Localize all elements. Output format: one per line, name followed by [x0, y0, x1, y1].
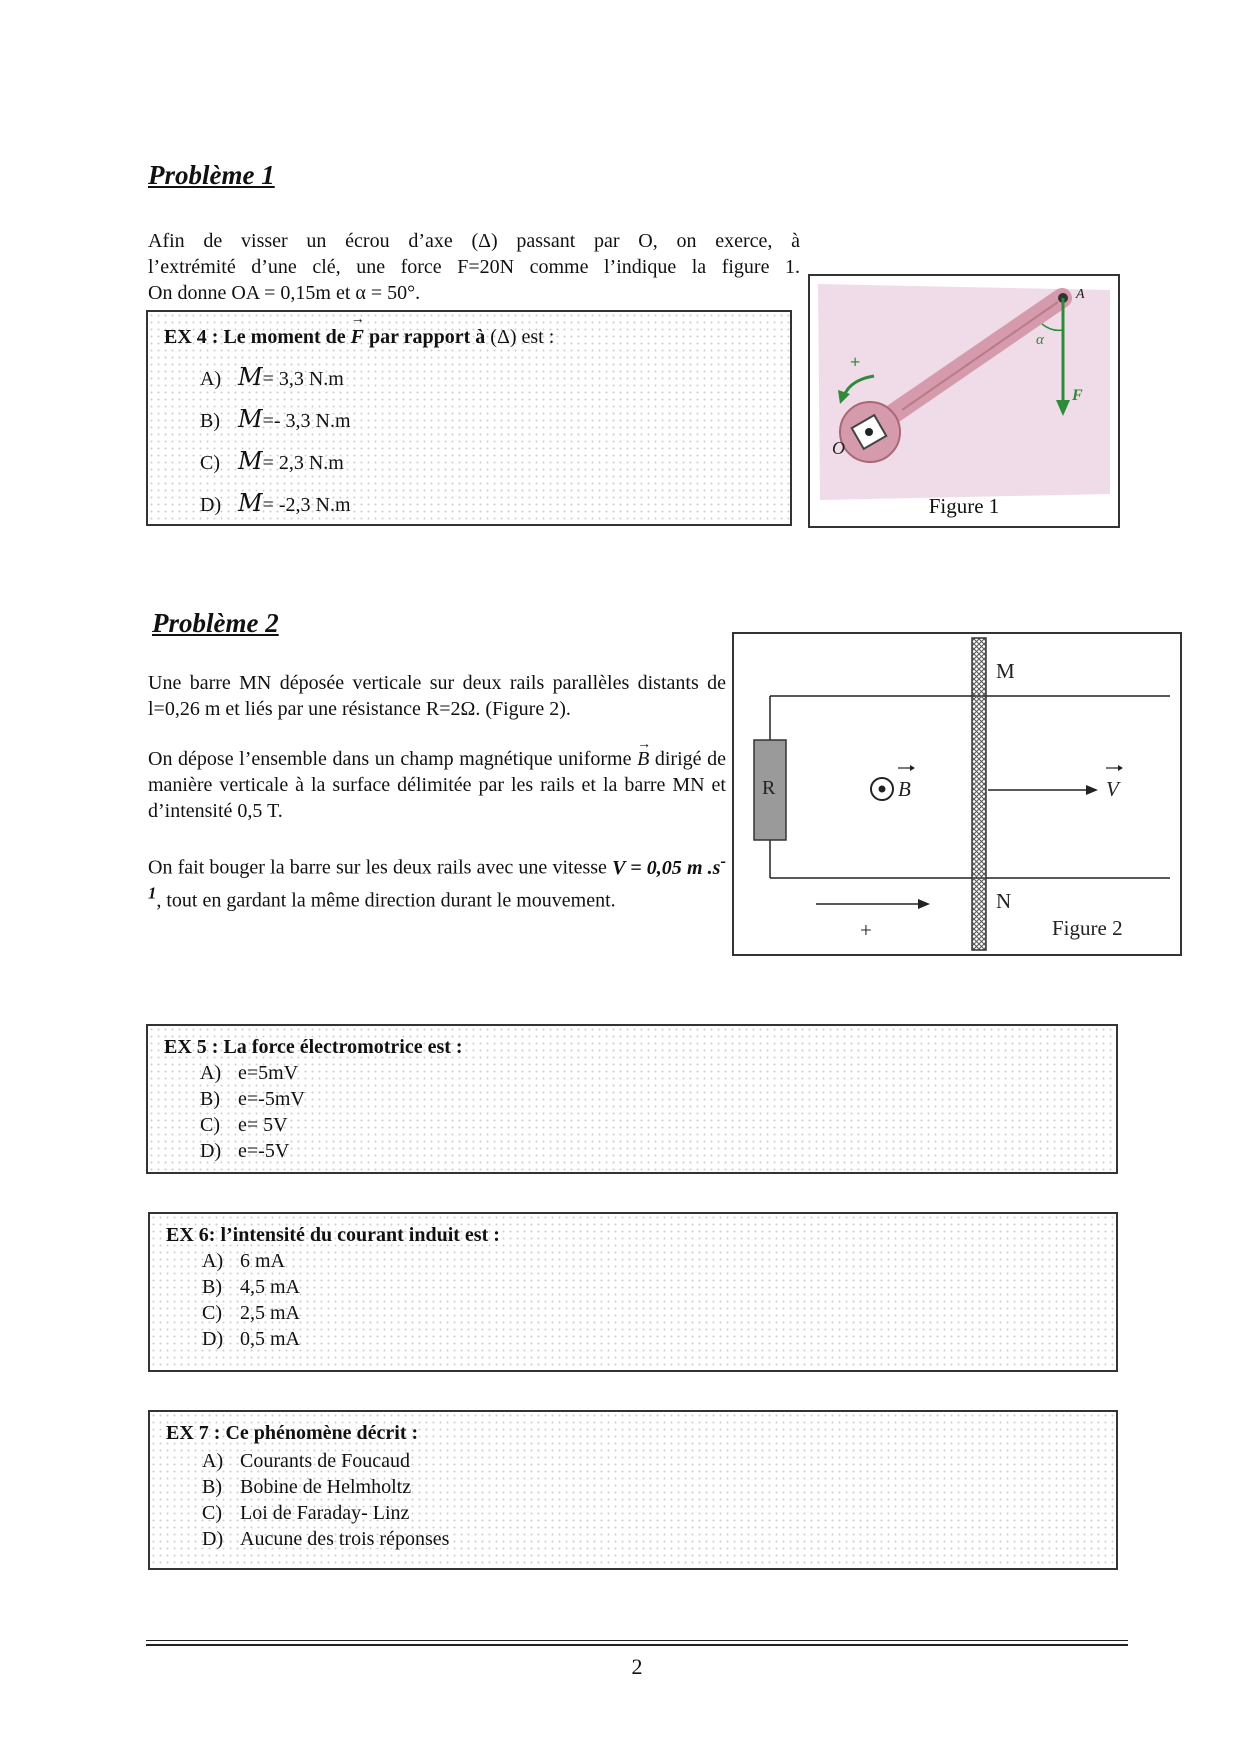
- problem2-text: [148, 670, 726, 913]
- ex6-box: [148, 1212, 1118, 1372]
- ex4-option-b[interactable]: [200, 406, 351, 434]
- ex5-option-a[interactable]: [200, 1060, 305, 1086]
- option-letter: A): [200, 368, 222, 390]
- option-text: e=5mV: [238, 1062, 299, 1084]
- option-letter: C): [200, 452, 220, 474]
- option-text: = 3,3 N.m: [262, 368, 344, 390]
- moment-symbol: M: [238, 489, 263, 517]
- label-n: N: [996, 889, 1012, 913]
- option-letter: B): [202, 1476, 222, 1498]
- option-letter: A): [202, 1250, 224, 1272]
- option-text: e=-5V: [238, 1140, 290, 1162]
- option-letter: B): [200, 1088, 220, 1110]
- ex6-option-d[interactable]: [202, 1326, 300, 1352]
- label-b: B: [898, 777, 911, 801]
- ex7-option-a[interactable]: [202, 1448, 449, 1474]
- p2-start: On dépose l’ensemble dans un champ magnétique uniforme: [148, 748, 638, 770]
- b-vector-mark-head: [910, 765, 915, 771]
- option-text: = 2,3 N.m: [262, 452, 344, 474]
- option-text: 6 mA: [240, 1250, 285, 1272]
- ex4-axis: (Δ) est :: [490, 326, 555, 348]
- figure1-caption: Figure 1: [928, 494, 1000, 518]
- ex4-question: [164, 326, 554, 349]
- option-text: 4,5 mA: [240, 1276, 300, 1298]
- label-m: M: [996, 659, 1015, 683]
- option-letter: D): [202, 1528, 224, 1550]
- problem2-paragraph-1: Une barre MN déposée verticale sur deux rails parallèles distants de l=0,26 m et liés par une résistance R=2Ω. (Figure 2).: [148, 672, 726, 720]
- ex6-option-b[interactable]: [202, 1274, 300, 1300]
- ex4-box: [146, 310, 792, 526]
- option-letter: C): [200, 1114, 220, 1136]
- label-plus: +: [860, 918, 872, 942]
- option-letter: D): [200, 1140, 222, 1162]
- b-field-dot: [879, 786, 886, 793]
- velocity-exponent: -1: [148, 851, 726, 903]
- ex7-box: [148, 1410, 1118, 1570]
- ex7-option-c[interactable]: [202, 1500, 449, 1526]
- axis-point-o: [865, 428, 873, 436]
- moment-symbol: M: [238, 447, 263, 475]
- ex4-option-c[interactable]: [200, 448, 344, 476]
- problem2-paragraph-2: [148, 746, 726, 824]
- problem1-intro: [148, 228, 800, 306]
- ex7-option-d[interactable]: [202, 1526, 449, 1552]
- ex7-options: [202, 1448, 449, 1552]
- option-text: Courants de Foucaud: [240, 1450, 410, 1472]
- option-letter: D): [200, 494, 222, 516]
- option-text: Loi de Faraday- Linz: [240, 1502, 410, 1524]
- figure2-caption: Figure 2: [1052, 916, 1123, 940]
- p2-end: dirigé de manière verticale à la surface délimitée par les rails et la barre MN et d’intensité 0,5 T.: [148, 748, 726, 822]
- label-plus: +: [850, 352, 861, 372]
- option-text: Bobine de Helmholtz: [240, 1476, 412, 1498]
- intro-line-1: Afin de visser un écrou d’axe (Δ) passant par O, on exerce, à: [148, 230, 800, 252]
- option-letter: D): [202, 1328, 224, 1350]
- v-vector-mark-head: [1118, 765, 1123, 771]
- ex5-box: [146, 1024, 1118, 1174]
- ex7-option-b[interactable]: [202, 1474, 449, 1500]
- option-text: e= 5V: [238, 1114, 288, 1136]
- option-letter: B): [200, 410, 220, 432]
- option-letter: C): [202, 1302, 222, 1324]
- problem2-title: Problème 2: [152, 608, 279, 638]
- option-text: Aucune des trois réponses: [240, 1528, 450, 1550]
- footer-rule-top: [146, 1640, 1128, 1641]
- orientation-arrowhead-icon: [918, 899, 930, 909]
- ex4-option-d[interactable]: [200, 490, 351, 518]
- footer-rule-bottom: [146, 1644, 1128, 1646]
- b-vector: → B: [637, 746, 649, 772]
- problem2-paragraph-3: [148, 848, 726, 913]
- moment-symbol: M: [238, 363, 263, 391]
- ex5-options: [200, 1060, 305, 1164]
- label-a: A: [1076, 287, 1085, 302]
- ex6-option-c[interactable]: [202, 1300, 300, 1326]
- circuit-diagram: [734, 634, 1180, 954]
- option-text: e=-5mV: [238, 1088, 305, 1110]
- figure2: [732, 632, 1182, 956]
- intro-line-2: l’extrémité d’une clé, une force F=20N comme l’indique la figure 1.: [148, 256, 800, 278]
- figure1: [808, 274, 1120, 528]
- ex5-option-b[interactable]: [200, 1086, 305, 1112]
- label-alpha: α: [1036, 332, 1044, 348]
- ex5-question: EX 5 : La force électromotrice est :: [164, 1036, 463, 1058]
- label-v: V: [1106, 777, 1119, 801]
- option-letter: A): [200, 1062, 222, 1084]
- ex5-option-c[interactable]: [200, 1112, 305, 1138]
- moment-symbol: M: [238, 405, 263, 433]
- option-letter: C): [202, 1502, 222, 1524]
- option-text: =- 3,3 N.m: [262, 410, 351, 432]
- label-f: F: [1072, 387, 1083, 404]
- ex6-option-a[interactable]: [202, 1248, 300, 1274]
- option-text: 2,5 mA: [240, 1302, 300, 1324]
- ex4-label: EX 4 : Le moment de: [164, 326, 351, 348]
- ex4-option-a[interactable]: [200, 364, 344, 392]
- ex6-options: [202, 1248, 300, 1352]
- option-text: = -2,3 N.m: [262, 494, 351, 516]
- bar-mn: [972, 638, 986, 950]
- p3-end: , tout en gardant la même direction durant le mouvement.: [156, 889, 616, 912]
- p3-start: On fait bouger la barre sur les deux rails avec une vitesse: [148, 856, 613, 879]
- problem1-title: Problème 1: [148, 160, 275, 190]
- page-number: 2: [631, 1654, 643, 1679]
- option-letter: A): [202, 1450, 224, 1472]
- option-text: 0,5 mA: [240, 1328, 300, 1350]
- figure1-background: [818, 284, 1110, 500]
- label-o: O: [832, 438, 845, 458]
- ex6-question: EX 6: l’intensité du courant induit est :: [166, 1224, 500, 1246]
- ex5-option-d[interactable]: [200, 1138, 305, 1164]
- intro-line-3: On donne OA = 0,15m et α = 50°.: [148, 282, 421, 304]
- wrench-illustration: [810, 276, 1118, 526]
- option-letter: B): [202, 1276, 222, 1298]
- velocity-arrowhead-icon: [1086, 785, 1098, 795]
- velocity-value: V = 0,05 m .s: [612, 856, 721, 879]
- ex7-question: EX 7 : Ce phénomène décrit :: [166, 1422, 419, 1444]
- ex4-force-vector: → F: [351, 326, 364, 349]
- label-r: R: [762, 777, 776, 799]
- ex4-middle: par rapport à: [363, 326, 491, 348]
